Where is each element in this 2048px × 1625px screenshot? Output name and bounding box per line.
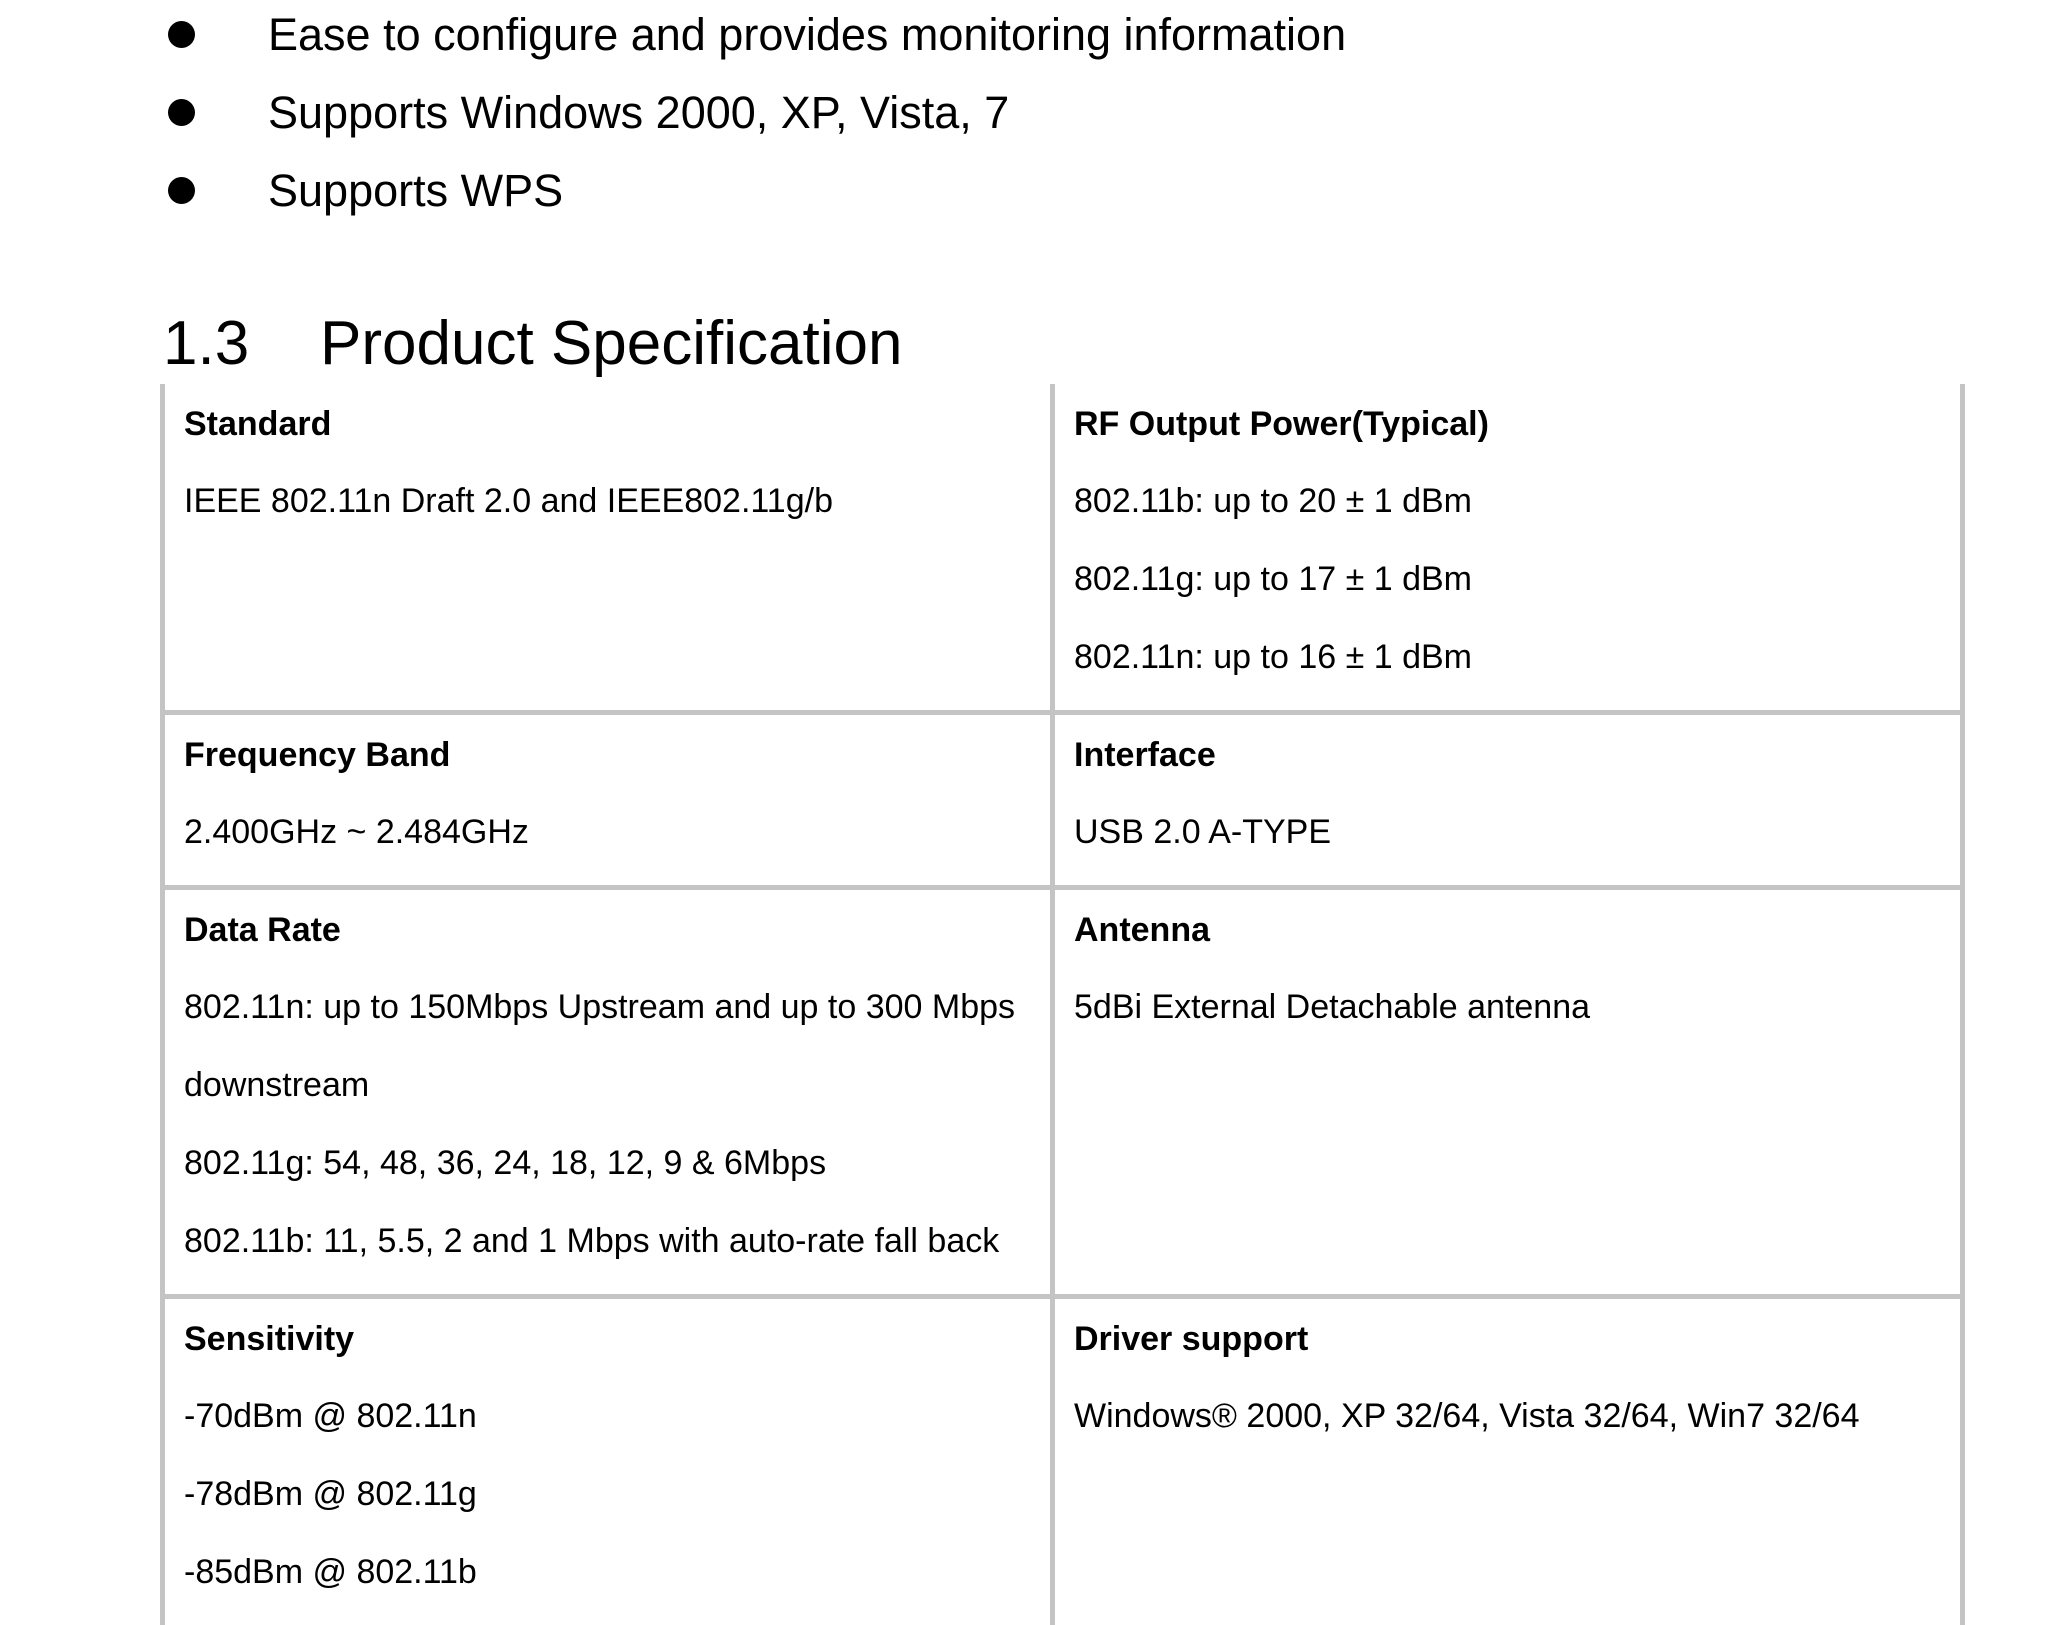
spec-value: 802.11g: up to 17 ± 1 dBm [1074, 540, 1942, 618]
spec-label: Driver support [1074, 1319, 1942, 1359]
spec-label: Standard [184, 404, 1032, 444]
spec-value: -70dBm @ 802.11n [184, 1377, 1032, 1455]
spec-label: Data Rate [184, 910, 1032, 950]
spec-value: Windows® 2000, XP 32/64, Vista 32/64, Win7 32/64 [1074, 1377, 1942, 1455]
feature-bullet-item [0, 156, 2048, 234]
spec-label: Interface [1074, 735, 1942, 775]
bullet-icon [168, 21, 195, 48]
spec-value: IEEE 802.11n Draft 2.0 and IEEE802.11g/b [184, 462, 1032, 540]
spec-value: 802.11n: up to 16 ± 1 dBm [1074, 618, 1942, 696]
spec-value: 5dBi External Detachable antenna [1074, 968, 1942, 1046]
product-spec-table [160, 384, 1965, 1625]
spec-row [163, 1297, 1963, 1625]
spec-cell-interface [1053, 713, 1963, 888]
feature-bullet-item [0, 78, 2048, 156]
spec-label: Antenna [1074, 910, 1942, 950]
spec-value: 802.11b: up to 20 ± 1 dBm [1074, 462, 1942, 540]
section-heading [163, 308, 902, 380]
feature-bullet-item [0, 0, 2048, 78]
spec-value: -85dBm @ 802.11b [184, 1533, 1032, 1611]
spec-cell-antenna [1053, 888, 1963, 1297]
spec-value: 802.11n: up to 150Mbps Upstream and up to 300 Mbps downstream [184, 968, 1032, 1124]
bullet-icon [168, 99, 195, 126]
feature-bullet-text: Supports Windows 2000, XP, Vista, 7 [268, 87, 1009, 139]
spec-label: RF Output Power(Typical) [1074, 404, 1942, 444]
spec-cell-driver-support [1053, 1297, 1963, 1625]
section-title: Product Specification [320, 309, 902, 378]
feature-bullet-text: Ease to configure and provides monitoring information [268, 9, 1346, 61]
spec-cell-rf-output-power [1053, 384, 1963, 713]
spec-label: Sensitivity [184, 1319, 1032, 1359]
spec-value: 2.400GHz ~ 2.484GHz [184, 793, 1032, 871]
spec-value: 802.11b: 11, 5.5, 2 and 1 Mbps with auto-rate fall back [184, 1202, 1032, 1280]
spec-cell-standard [163, 384, 1053, 713]
spec-cell-frequency-band [163, 713, 1053, 888]
section-number: 1.3 [163, 308, 320, 380]
spec-cell-sensitivity [163, 1297, 1053, 1625]
spec-cell-data-rate [163, 888, 1053, 1297]
spec-value: 802.11g: 54, 48, 36, 24, 18, 12, 9 & 6Mbps [184, 1124, 1032, 1202]
spec-value: -78dBm @ 802.11g [184, 1455, 1032, 1533]
feature-bullet-text: Supports WPS [268, 165, 563, 217]
spec-row [163, 888, 1963, 1297]
spec-label: Frequency Band [184, 735, 1032, 775]
spec-row [163, 713, 1963, 888]
bullet-icon [168, 177, 195, 204]
spec-value: USB 2.0 A-TYPE [1074, 793, 1942, 871]
spec-row [163, 384, 1963, 713]
